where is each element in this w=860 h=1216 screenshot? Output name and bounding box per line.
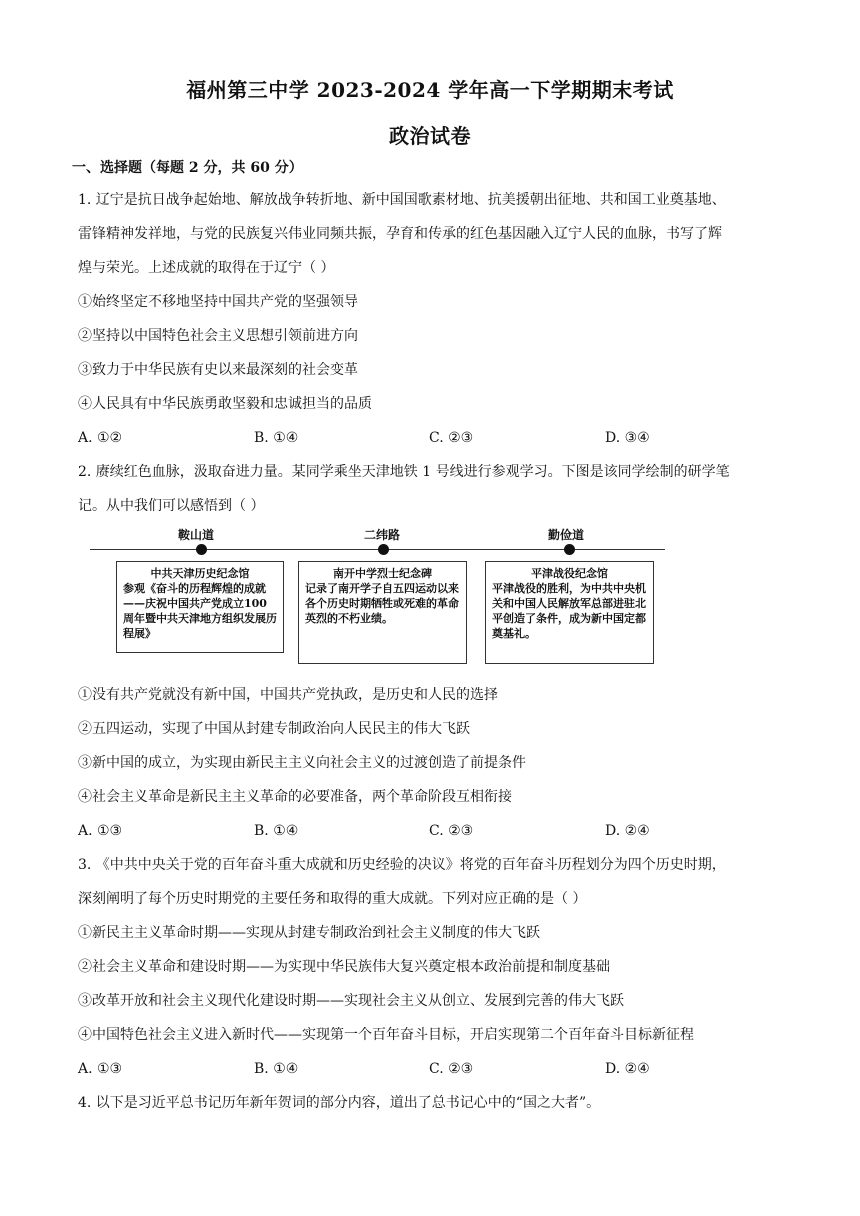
- q2-item: ④社会主义革命是新民主主义革命的必要准备，两个革命阶段互相衔接: [78, 789, 512, 805]
- q3-item: ②社会主义革命和建设时期——为实现中华民族伟大复兴奠定根本政治前提和制度基础: [78, 959, 610, 975]
- note-box-body: 平津战役的胜利，为中共中央机关和中国人民解放军总部进驻北平创造了条件，成为新中国定都奠基礼。: [492, 582, 646, 640]
- q2-item: ①没有共产党就没有新中国，中国共产党执政，是历史和人民的选择: [78, 687, 498, 703]
- section-heading: 一、选择题（每题 2 分，共 60 分）: [72, 160, 303, 176]
- q2-option-b[interactable]: B. ①④: [254, 823, 299, 839]
- station-dot: [378, 544, 389, 555]
- note-box-title: 中共天津历史纪念馆: [150, 567, 250, 580]
- station-dot: [564, 544, 575, 555]
- station-name: 勤俭道: [548, 528, 585, 542]
- q2-item: ③新中国的成立，为实现由新民主主义向社会主义的过渡创造了前提条件: [78, 755, 526, 771]
- q2-option-a[interactable]: A. ①③: [78, 823, 123, 839]
- note-box: [298, 561, 467, 664]
- subway-line-figure: [90, 525, 665, 665]
- station-dot: [196, 544, 207, 555]
- station-name: 鞍山道: [178, 528, 215, 542]
- note-box: [485, 561, 654, 664]
- q1-item: ④人民具有中华民族勇敢坚毅和忠诚担当的品质: [78, 396, 372, 412]
- q1-stem-line: 煌与荣光。上述成就的取得在于辽宁（ ）: [78, 260, 335, 276]
- q1-item: ①始终坚定不移地坚持中国共产党的坚强领导: [78, 294, 358, 310]
- q2-option-d[interactable]: D. ②④: [605, 823, 650, 839]
- q3-stem-line: 3. 《中共中央关于党的百年奋斗重大成就和历史经验的决议》将党的百年奋斗历程划分为四个历史时期，: [78, 857, 726, 873]
- q1-option-a[interactable]: A. ①②: [78, 430, 123, 446]
- q1-stem-line: 1. 辽宁是抗日战争起始地、解放战争转折地、新中国国歌素材地、抗美援朝出征地、共和国工业奠基地、: [78, 192, 726, 208]
- q3-item: ①新民主主义革命时期——实现从封建专制政治到社会主义制度的伟大飞跃: [78, 925, 540, 941]
- q4-stem-line: 4. 以下是习近平总书记历年新年贺词的部分内容，道出了总书记心中的“国之大者”。: [78, 1095, 601, 1111]
- q2-item: ②五四运动，实现了中国从封建专制政治向人民民主的伟大飞跃: [78, 721, 470, 737]
- q3-item: ③改革开放和社会主义现代化建设时期——实现社会主义从创立、发展到完善的伟大飞跃: [78, 993, 624, 1009]
- note-box-title: 平津战役纪念馆: [531, 567, 608, 580]
- q1-option-c[interactable]: C. ②③: [429, 430, 474, 446]
- exam-subtitle: 政治试卷: [389, 124, 471, 148]
- q3-option-b[interactable]: B. ①④: [254, 1061, 299, 1077]
- q2-option-c[interactable]: C. ②③: [429, 823, 474, 839]
- q1-item: ③致力于中华民族有史以来最深刻的社会变革: [78, 362, 358, 378]
- q3-option-a[interactable]: A. ①③: [78, 1061, 123, 1077]
- note-box-title: 南开中学烈士纪念碑: [333, 567, 432, 580]
- q3-item: ④中国特色社会主义进入新时代——实现第一个百年奋斗目标，开启实现第二个百年奋斗目标新征程: [78, 1027, 694, 1043]
- q3-stem-line: 深刻阐明了每个历史时期党的主要任务和取得的重大成就。下列对应正确的是（ ）: [78, 891, 587, 907]
- q3-option-d[interactable]: D. ②④: [605, 1061, 650, 1077]
- note-box-body: 记录了南开学子自五四运动以来各个历史时期牺牲或死难的革命英烈的不朽业绩。: [305, 582, 459, 625]
- q1-stem-line: 雷锋精神发祥地，与党的民族复兴伟业同频共振，孕育和传承的红色基因融入辽宁人民的血脉，书写了辉: [78, 226, 722, 242]
- station-name: 二纬路: [364, 528, 401, 542]
- q1-option-d[interactable]: D. ③④: [605, 430, 650, 446]
- q2-stem-line: 记。从中我们可以感悟到（ ）: [78, 498, 265, 514]
- exam-title: 福州第三中学 2023-2024 学年高一下学期期末考试: [186, 78, 674, 102]
- q3-option-c[interactable]: C. ②③: [429, 1061, 474, 1077]
- note-box: [116, 561, 284, 653]
- q2-stem-line: 2. 赓续红色血脉，汲取奋进力量。某同学乘坐天津地铁 1 号线进行参观学习。下图是该同学绘制的研学笔: [78, 464, 730, 480]
- q1-item: ②坚持以中国特色社会主义思想引领前进方向: [78, 328, 358, 344]
- q1-option-b[interactable]: B. ①④: [254, 430, 299, 446]
- note-box-body: 参观《奋斗的历程辉煌的成就——庆祝中国共产党成立100周年暨中共天津地方组织发展历程展》: [123, 582, 277, 640]
